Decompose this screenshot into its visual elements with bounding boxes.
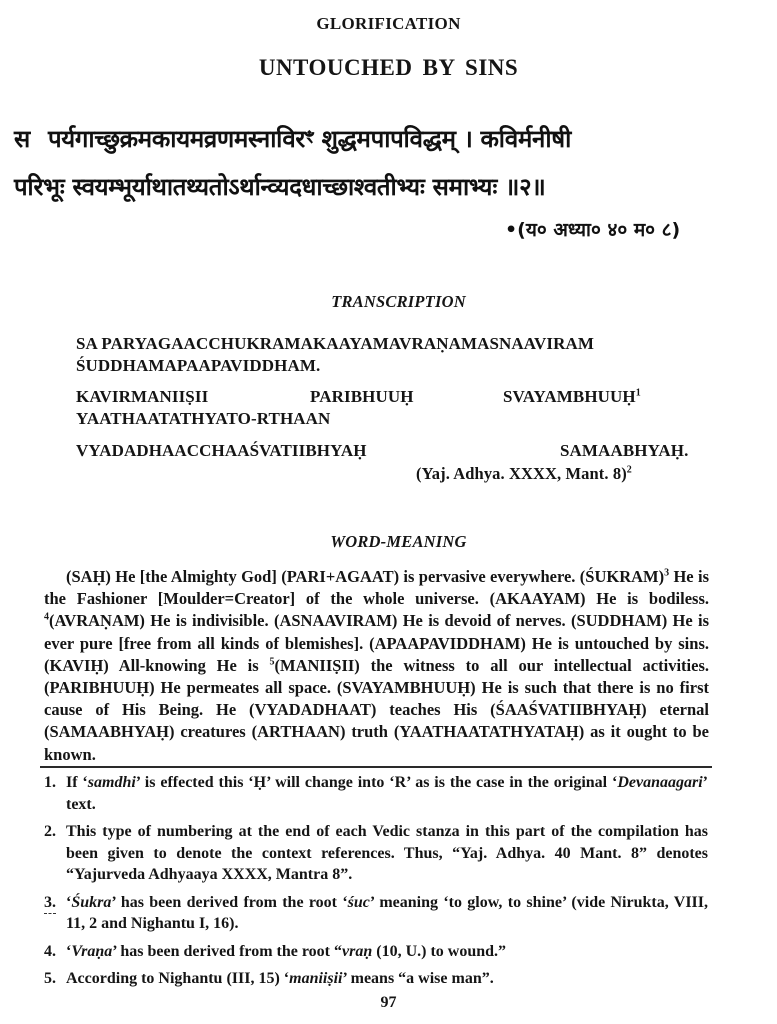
footnote-text: ‘ [66, 942, 72, 960]
sanskrit-verse-line-1 [14, 122, 571, 155]
footnote-italic-term: śuc [347, 893, 370, 911]
paragraph-text: (SAḤ) He [the Almighty God] (PARI+AGAAT) is pervasive everywhere. (ŚUKRAM) [66, 567, 665, 586]
footnote-number: 1. [44, 774, 56, 791]
footnote-3 [44, 892, 708, 935]
footnote-text: If ‘ [66, 774, 88, 791]
footnote-text: (10, U.) to wound.” [372, 942, 507, 960]
transcription-word: VYADADHAACCHAAŚVATIIBHYAḤ [76, 441, 367, 460]
footnote-2 [44, 821, 708, 886]
footnote-marker[interactable]: 1 [635, 387, 641, 399]
transcription-word [503, 387, 641, 407]
word-meaning-body [44, 566, 709, 766]
footnote-number: 3. [44, 892, 56, 915]
sanskrit-word: स [14, 125, 30, 153]
footnote-4 [44, 941, 708, 963]
footnote-italic-term: Vraṇa [71, 942, 113, 960]
footnote-1 [44, 772, 708, 815]
footnote-text: ‘ [66, 893, 72, 911]
footnote-text: This type of numbering at the end of each Vedic stanza in this part of the compilation has been given to denote the context references. Thus, “Yaj. Adhya. 40 Mant. 8” denotes “Yajurveda Adhyaaya XXXX, Mantra 8”. [66, 823, 708, 883]
page-number: 97 [380, 994, 397, 1011]
running-head [0, 14, 777, 34]
footnote-text: ’ means “a wise man”. [342, 970, 494, 987]
paragraph-text: (MANIIṢII) the witness to all our intellectual activities. (PARIBHUUḤ) He permeates all space. (SVAYAMBHUUḤ) He is such that there is no first cause of His Being. He (VYADADHAAT) teaches His (ŚAAŚVATIIBHYAḤ) eternal (SAMAABHYAḤ) creatures (ARTHAAN) truth (YAATHAATATHYATAḤ) as it ought to be known. [44, 655, 709, 764]
footnote-text: ’ has been derived from the root ‘ [111, 893, 348, 911]
transcription-heading: TRANSCRIPTION [331, 292, 466, 311]
transcription-line: SA PARYAGAACCHUKRAMAKAAYAMAVRAṆAMASNAAVIRAM [76, 334, 594, 353]
transcription-reference [416, 464, 632, 484]
footnote-text: ’ meaning ‘to glow, to shine’ (vide Nirukta, VIII, 11, 2 and Nighantu I, 16). [66, 893, 708, 932]
footnote-text: According to Nighantu (III, 15) ‘ [66, 970, 290, 987]
paragraph-text: He is the Fashioner [Moulder=Creator] of the whole universe. (AKAAYAM) He is bodiless. [44, 567, 709, 609]
paragraph-text: (AVRAṆAM) He is indivisible. (ASNAAVIRAM) He is devoid of nerves. (SUDDHAM) He is ever pure [free from all kinds of blemishes]. (APAAPAVIDDHAM) He is untouched by sins. (KAVIḤ) All-knowing He is [44, 611, 709, 675]
footnote-5 [44, 968, 708, 990]
footnote-italic-term: samdhi [87, 774, 136, 791]
footnote-text: ’ text. [66, 774, 708, 813]
sanskrit-reference: •(य० अध्या० ४० म० ८) [505, 219, 681, 241]
footnote-number: 5. [44, 970, 56, 987]
reference-text: (Yaj. Adhya. XXXX, Mant. 8) [416, 464, 627, 483]
footnote-marker[interactable]: 4 [44, 611, 49, 623]
transcription-word: SAMAABHYAḤ. [560, 441, 689, 460]
footnote-divider [40, 766, 712, 768]
footnotes [44, 772, 708, 996]
transcription-line: ŚUDDHAMAPAAPAVIDDHAM. [76, 356, 321, 375]
sanskrit-text: पर्यगाच्छुक्रमकायमव्रणमस्नाविरꣳ शुद्धमपापविद्धम् । कविर्मनीषी [47, 125, 572, 153]
footnote-text: ’ has been derived from the root “ [112, 942, 342, 960]
word-meaning-heading: WORD-MEANING [330, 532, 467, 551]
footnote-marker[interactable]: 2 [626, 464, 632, 476]
footnote-number: 2. [44, 823, 56, 840]
transcription-line: YAATHAATATHYATO-RTHAAN [76, 409, 331, 428]
word-meaning-paragraph [44, 566, 709, 766]
footnote-italic-term: maniiṣii [289, 970, 343, 987]
page-title: UNTOUCHED BY SINS [258, 55, 519, 80]
footnote-marker[interactable]: 5 [269, 656, 275, 668]
footnote-italic-term: Devanaagari [617, 774, 703, 791]
transcription-word-text: SVAYAMBHUUḤ [503, 387, 636, 406]
transcription-word: PARIBHUUḤ [310, 387, 414, 406]
sanskrit-verse-line-2: परिभूः स्वयम्भूर्याथातथ्यतोऽर्थान्व्यदधाच्छाश्वतीभ्यः समाभ्यः ॥२॥ [14, 173, 546, 201]
footnote-italic-term: vraṇ [342, 942, 373, 960]
transcription-word: KAVIRMANIIṢII [76, 387, 209, 406]
footnote-text: ’ is effected this ‘Ḥ’ will change into ‘R’ as is the case in the original ‘ [135, 774, 618, 791]
footnote-number: 4. [44, 942, 56, 960]
footnote-italic-term: Śukra [71, 893, 112, 911]
footnote-marker[interactable]: 3 [664, 567, 670, 579]
running-head-text: GLORIFICATION [316, 14, 461, 33]
